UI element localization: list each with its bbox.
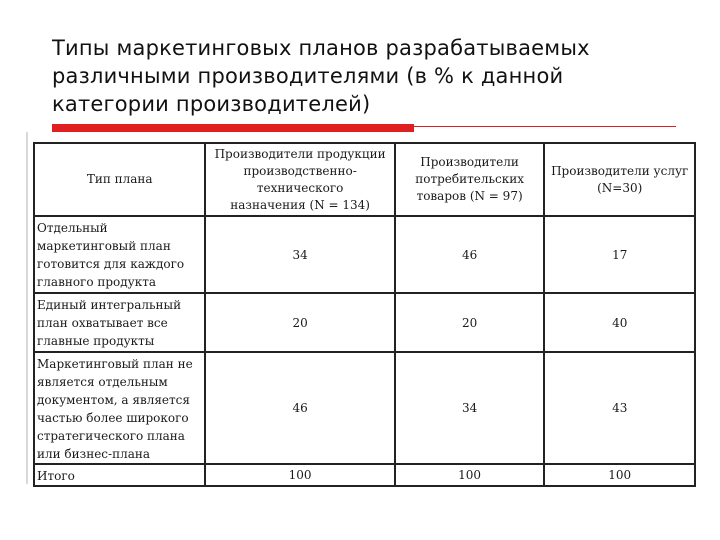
row-label-line: главные продукты [37, 334, 155, 348]
header-line: технического [256, 180, 344, 195]
row-label [34, 352, 205, 464]
table-row [34, 293, 695, 352]
row-label-line: главного продукта [37, 275, 157, 289]
row-label-line: Маркетинговый план не [37, 357, 193, 371]
table-row [34, 352, 695, 464]
row-label-line: план охватывает все [37, 316, 168, 330]
cell-value: 43 [544, 352, 695, 464]
header-line: Производители услуг [551, 163, 689, 178]
header-industrial-producers [205, 143, 394, 216]
title-accent-bar [52, 124, 414, 132]
row-label-line: Отдельный [37, 221, 108, 235]
header-plan-type-text: Тип плана [86, 172, 153, 186]
row-label-line: маркетинговый план [37, 239, 171, 253]
table-header-row [34, 143, 695, 216]
row-label-line: является отдельным [37, 375, 168, 389]
slide-title-line-3: категории производителей) [52, 92, 371, 116]
table-total-row [34, 464, 695, 486]
row-label [34, 216, 205, 293]
row-label-line: или бизнес-плана [37, 447, 151, 461]
cell-value: 100 [544, 464, 695, 486]
row-label-line: Единый интегральный [37, 298, 182, 312]
cell-value: 100 [205, 464, 394, 486]
slide-title-line-2: различными производителями (в % к данной [52, 64, 564, 88]
row-label [34, 293, 205, 352]
slide-title [52, 34, 692, 118]
row-label-line: документом, а является [37, 393, 190, 407]
header-line: потребительских [415, 172, 524, 186]
row-label-line: частью более широкого [37, 411, 189, 425]
cell-value: 34 [205, 216, 394, 293]
row-label-line: стратегического плана [37, 429, 185, 443]
title-accent-rule [414, 126, 676, 127]
header-service-producers [544, 143, 695, 216]
row-label [34, 464, 205, 486]
cell-value: 46 [395, 216, 545, 293]
table-row [34, 216, 695, 293]
header-consumer-producers [395, 143, 545, 216]
cell-value: 100 [395, 464, 545, 486]
cell-value: 40 [544, 293, 695, 352]
header-line: товаров (N = 97) [416, 189, 523, 203]
header-line: Производители продукции [214, 146, 386, 161]
marketing-plans-table [33, 142, 696, 487]
row-label-line: Итого [37, 469, 75, 483]
row-label-line: готовится для каждого [37, 257, 185, 271]
header-line: производственно- [243, 163, 357, 178]
cell-value: 34 [395, 352, 545, 464]
cell-value: 17 [544, 216, 695, 293]
header-line: (N=30) [597, 180, 643, 195]
cell-value: 20 [395, 293, 545, 352]
cell-value: 20 [205, 293, 394, 352]
header-plan-type [34, 143, 205, 216]
header-line: Производители [420, 155, 519, 169]
header-line: назначения (N = 134) [230, 197, 370, 212]
slide-title-line-1: Типы маркетинговых планов разрабатываемых [52, 36, 590, 60]
cell-value: 46 [205, 352, 394, 464]
